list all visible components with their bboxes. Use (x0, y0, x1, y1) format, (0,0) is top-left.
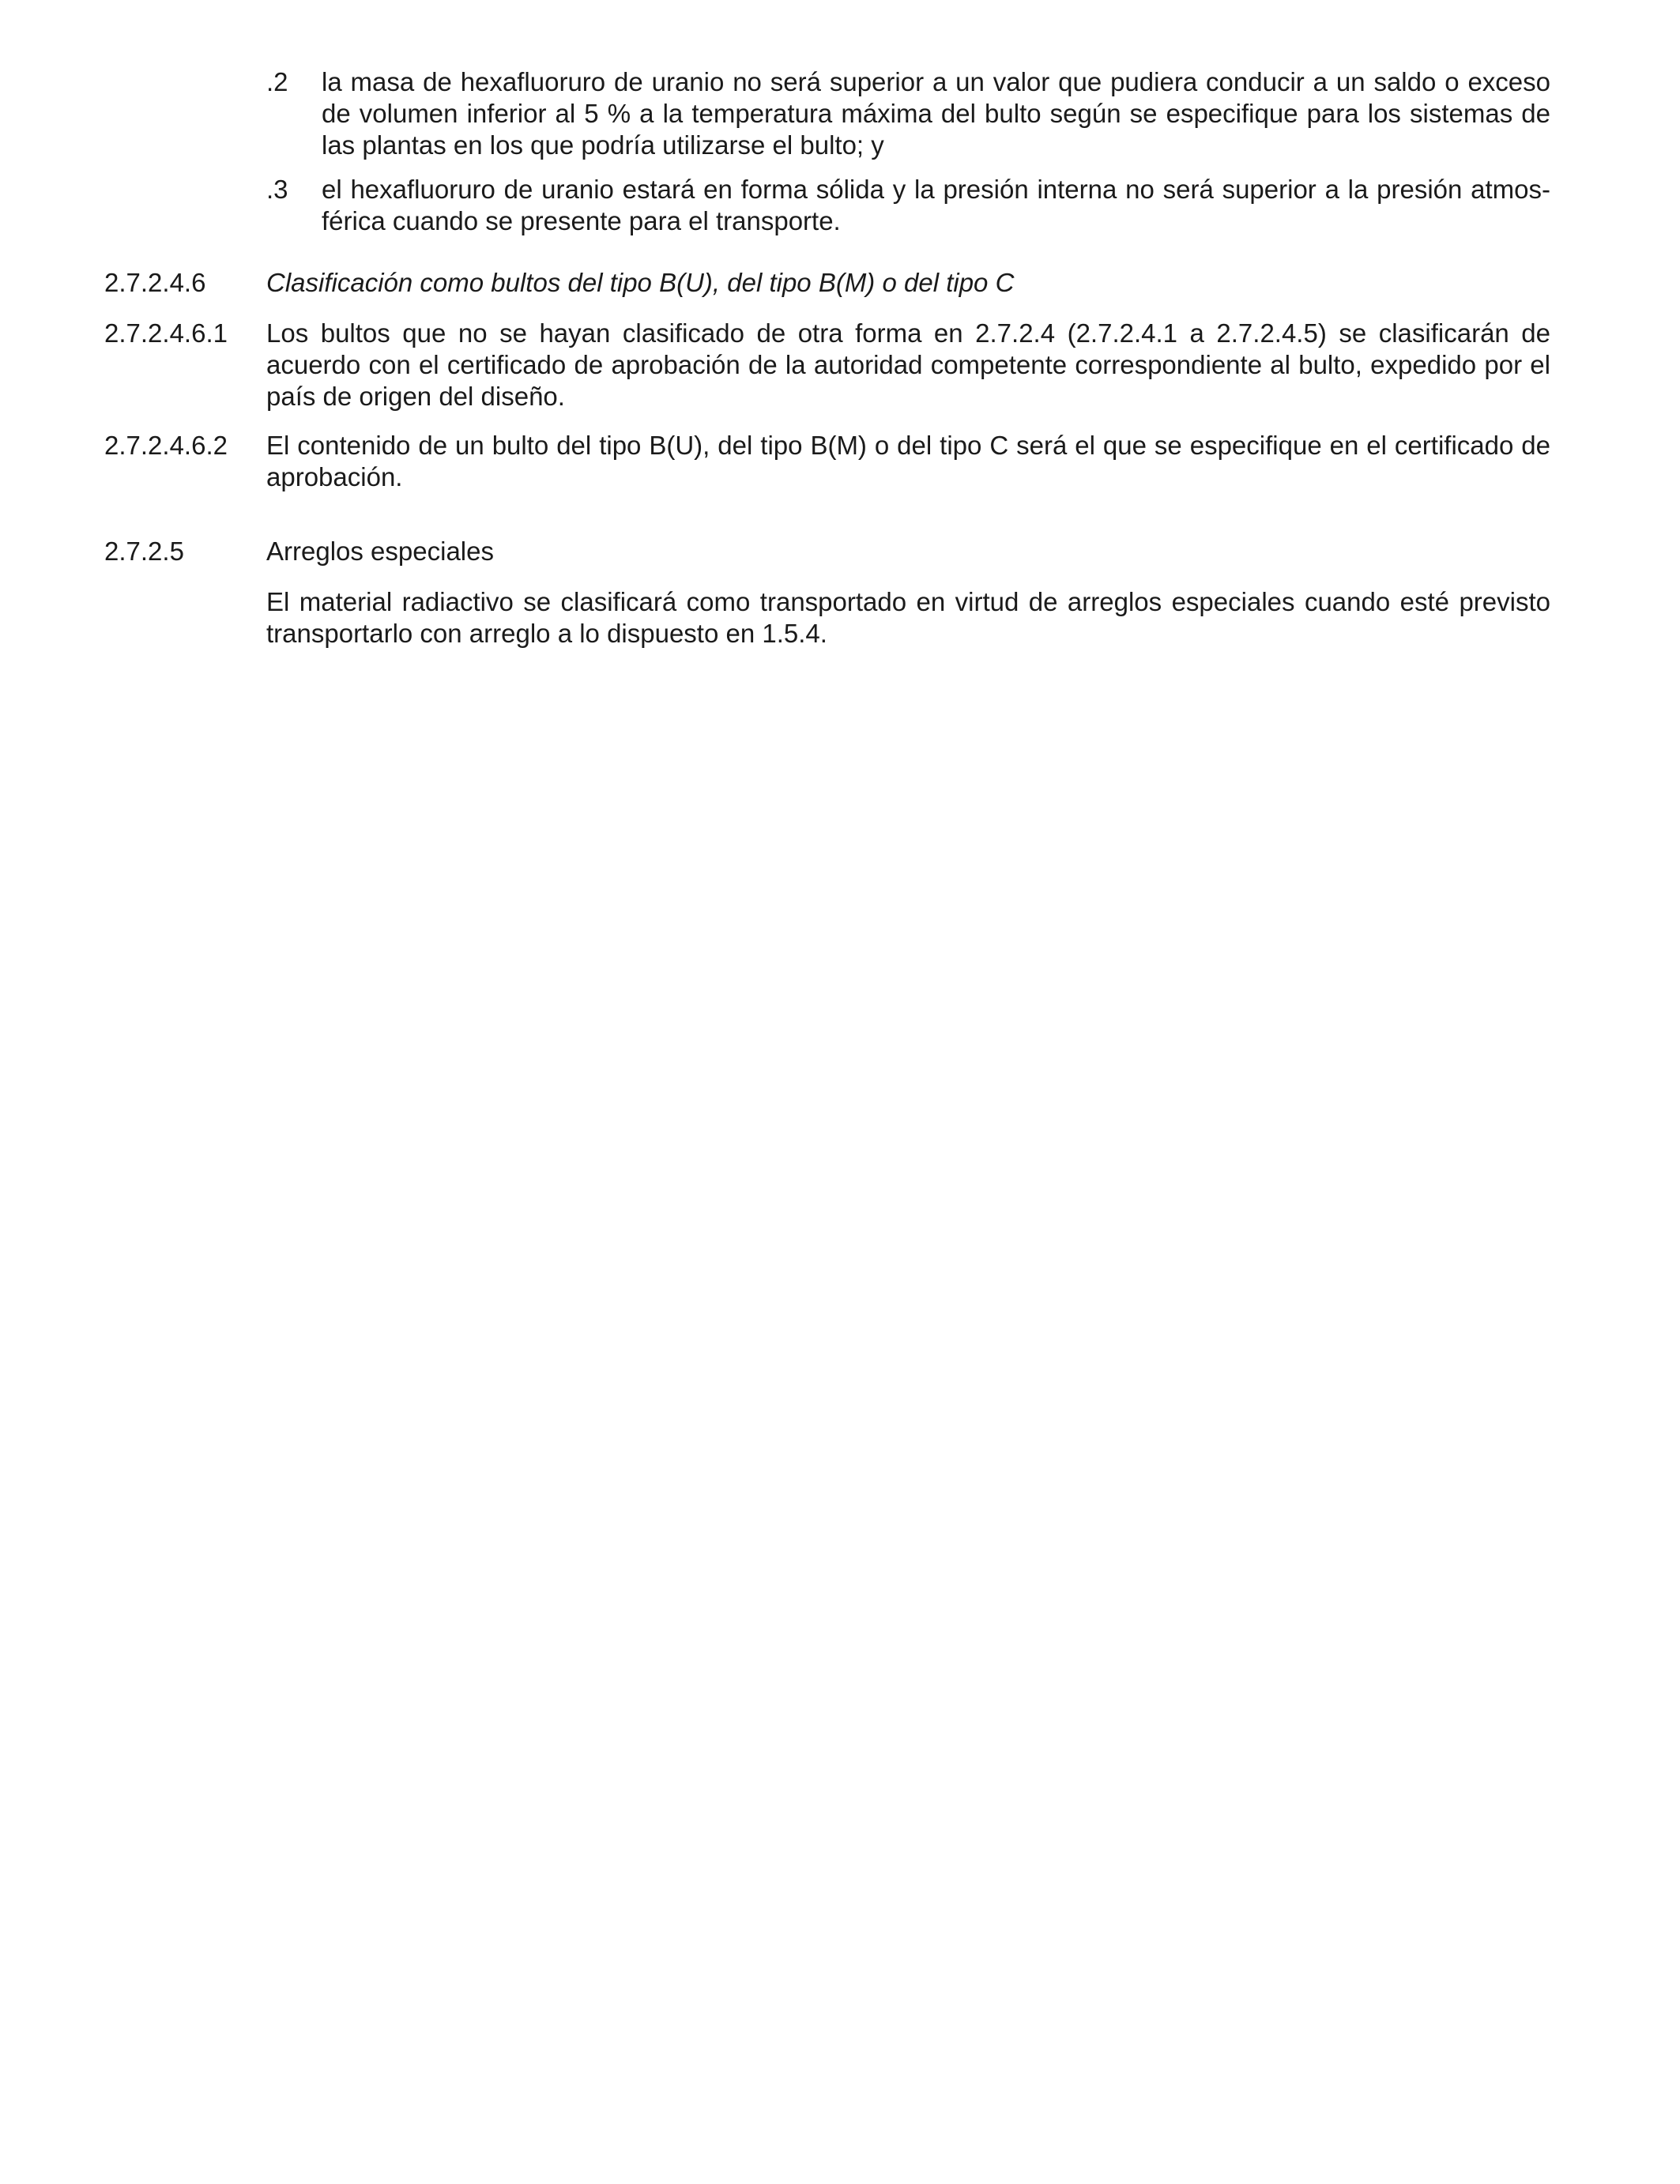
list-marker: .2 (266, 67, 288, 96)
paragraph-text: El contenido de un bulto del tipo B(U), del tipo B(M) o del tipo C será el que se especifique en el certificado de aprobación. (266, 431, 1550, 491)
list-item-text: la masa de hexafluoruro de uranio no será superior a un valor que pudiera conducir a un saldo o exceso de volumen inferior al 5 % a la temperatura máxima del bulto según se especifique para los sistemas de las plantas en los que podría utilizarse el bulto; y (322, 67, 1550, 160)
section-number: 2.7.2.4.6 (104, 268, 206, 297)
paragraph-text: Los bultos que no se hayan clasificado de otra forma en 2.7.2.4 (2.7.2.4.1 a 2.7.2.4.5) se clasificarán de acuerdo con el certificado de aprobación de la autoridad competente correspondiente al bulto, expedido por el país de origen del diseño. (266, 318, 1550, 411)
list-marker: .3 (266, 175, 288, 204)
list-item-3 (266, 174, 1550, 237)
paragraph-2-7-2-5-text: El material radiactivo se clasificará como transportado en virtud de arreglos especiales cuando esté previsto transportarlo con arreglo a lo dispuesto en 1.5.4. (266, 587, 1550, 648)
list-item-text: el hexafluoruro de uranio estará en forma sólida y la presión interna no será superior a la presión atmos-férica cuando se presente para el transporte. (322, 175, 1550, 235)
section-number: 2.7.2.5 (104, 537, 184, 566)
paragraph-2-7-2-4-6-2 (104, 430, 1550, 493)
paragraph-number: 2.7.2.4.6.1 (104, 318, 228, 348)
paragraph-2-7-2-4-6-1 (104, 318, 1550, 412)
list-item-2 (266, 66, 1550, 161)
section-heading-text: Arreglos especiales (266, 537, 494, 566)
section-heading-2-7-2-4-6 (104, 267, 1550, 299)
section-heading-text: Clasificación como bultos del tipo B(U), del tipo B(M) o del tipo C (266, 268, 1015, 297)
section-heading-2-7-2-5 (104, 536, 1550, 567)
paragraph-number: 2.7.2.4.6.2 (104, 431, 228, 460)
